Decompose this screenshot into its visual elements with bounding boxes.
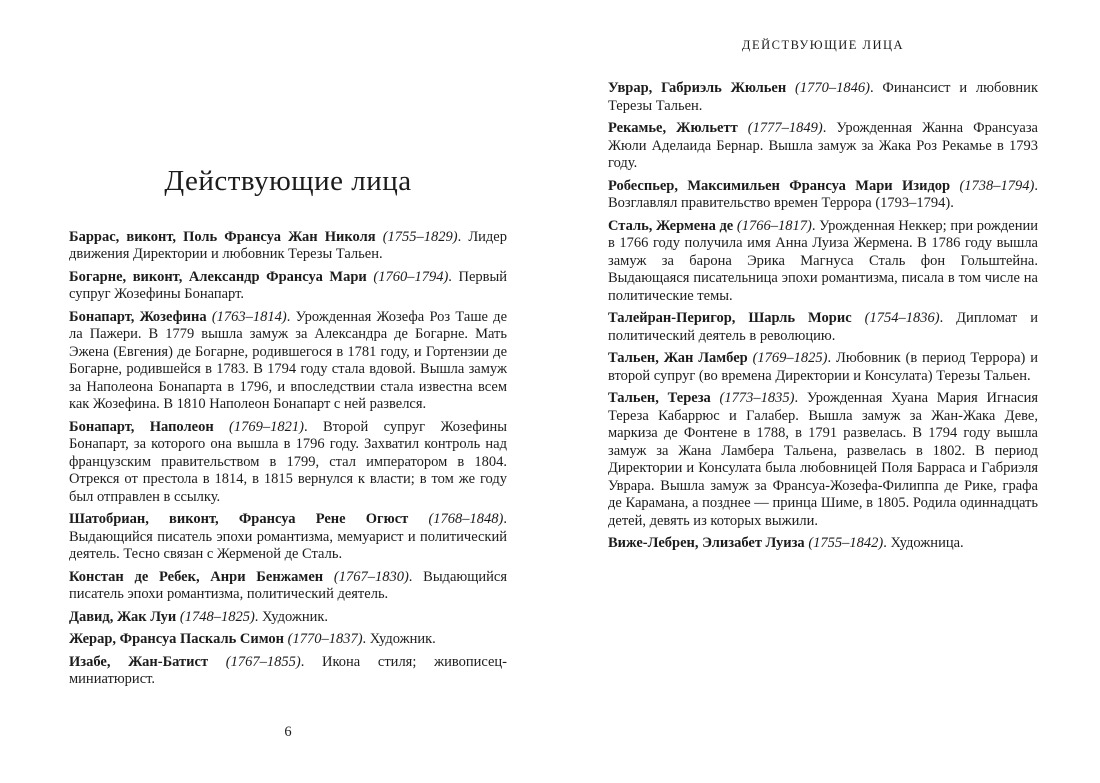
entry-name: Талейран-Перигор, Шарль Морис — [608, 310, 852, 326]
entry-name: Тальен, Жан Ламбер — [608, 350, 748, 366]
entry-barras — [69, 229, 507, 264]
entry-desc: . Урожденная Жозефа Роз Таше де ла Пажери. В 1779 вышла замуж за Александра де Богарне. Мать Эжена (Евгения) де Богарне, родившегося в 1781 году, и Гортензии де Богарне, родившейся в 1783. В 1794 году стала вдовой. Вышла замуж за Наполеона Бонапарта в 1796, и впоследствии стала известна всем как Жозефина. В 1810 Наполеон Бонапарт с ней развелся. — [69, 308, 507, 413]
entry-years: (1766–1817) — [736, 217, 812, 234]
entry-desc: . Выдающийся писатель эпохи романтизма, политический деятель. — [69, 568, 507, 603]
entry-desc: . Урожденная Жанна Франсуаза Жюли Аделаида Бернар. Вышла замуж за Жака Роз Рекамье в 1793 году. — [608, 120, 1038, 171]
entry-vigee-lebrun — [608, 535, 1038, 553]
entry-years: (1770–1846) — [795, 80, 870, 96]
entry-years: (1768–1848) — [428, 511, 504, 528]
entry-years: (1760–1794) — [373, 268, 449, 285]
entry-years: (1767–1830) — [333, 568, 409, 585]
page-left — [69, 0, 507, 694]
entry-recamier — [608, 120, 1038, 173]
entry-david — [69, 609, 507, 627]
entry-years: (1748–1825) — [179, 608, 255, 625]
page-number: 6 — [284, 724, 292, 740]
running-head: ДЕЙСТВУЮЩИЕ ЛИЦА — [741, 38, 905, 52]
entry-ouvrard — [608, 80, 1038, 115]
entry-name: Виже-Лебрен, Элизабет Луиза — [608, 535, 805, 551]
entry-name: Бонапарт, Наполеон — [69, 418, 214, 435]
entry-desc: . Художник. — [254, 608, 329, 625]
entry-desc: . Возглавлял правительство времен Террора (1793–1794). — [608, 177, 1039, 211]
entry-desc: . Художник. — [362, 631, 436, 648]
entry-years: (1755–1829) — [382, 228, 458, 245]
entry-gerard — [69, 631, 507, 649]
entry-years: (1769–1825) — [752, 350, 828, 366]
entry-name: Шатобриан, виконт, Франсуа Рене Огюст — [69, 511, 409, 528]
entry-talleyrand — [608, 310, 1038, 345]
entry-years: (1754–1836) — [864, 310, 940, 326]
entry-years: (1738–1794) — [959, 177, 1035, 194]
entry-tallien-jean-lambert — [608, 350, 1038, 385]
entry-desc: . Выдающийся писатель эпохи романтизма, мемуарист и политический деятель. Тесно связан с Жерменой де Сталь. — [69, 511, 508, 563]
entry-years: (1767–1855) — [225, 653, 301, 670]
entry-years: (1769–1821) — [229, 418, 304, 435]
entry-years: (1773–1835) — [719, 390, 795, 406]
page-title: Действующие лица — [164, 165, 412, 197]
entry-name: Тальен, Тереза — [608, 390, 711, 406]
entry-name: Уврар, Габриэль Жюльен — [608, 80, 787, 96]
entry-desc: . Урожденная Хуана Мария Игнасия Тереза Кабаррюс и Галабер. Вышла замуж за Жан-Жака Деве, маркиза де Фонтене в 1788, в 1791 развелась. В 1794 году вышла замуж за Жана Ламбера Тальена, развелась в 1802. В период Директории и Консулата была любовницей Поля Барраса и Габриэля Уврара. Вышла замуж за Франсуа-Жозефа-Филиппа де Рике, графа де Карамана, а позднее — принца Шиме, в 1805. Родила одиннадцать детей, девять из которых выжили. — [608, 390, 1038, 529]
entry-chateaubriand — [69, 511, 507, 564]
entry-name: Жерар, Франсуа Паскаль Симон — [69, 631, 284, 648]
entry-bonaparte-josephine — [69, 309, 507, 414]
entry-desc: . Икона стиля; живописец-миниатюрист. — [69, 653, 507, 688]
entry-years: (1777–1849) — [747, 120, 823, 136]
entry-isabey — [69, 654, 507, 689]
entry-years: (1763–1814) — [211, 308, 287, 325]
entry-name: Сталь, Жермена де — [608, 217, 734, 234]
entry-desc: . Дипломат и политический деятель в революцию. — [608, 310, 1039, 344]
entry-desc: . Художница. — [883, 535, 964, 551]
entry-years: (1755–1842) — [808, 535, 884, 551]
entry-name: Баррас, виконт, Поль Франсуа Жан Николя — [69, 228, 376, 245]
entry-tallien-theresa — [608, 390, 1038, 530]
entry-stael — [608, 218, 1038, 306]
page-right — [608, 0, 1038, 558]
entry-desc: . Лидер движения Директории и любовник Терезы Тальен. — [69, 228, 507, 263]
entry-name: Рекамье, Жюльетт — [608, 120, 738, 136]
entry-name: Давид, Жак Луи — [69, 608, 177, 625]
entry-desc: . Финансист и любовник Терезы Тальен. — [608, 80, 1038, 114]
entry-name: Бонапарт, Жозефина — [69, 308, 207, 325]
entry-beauharnais-alexandre — [69, 269, 507, 304]
entry-name: Изабе, Жан-Батист — [69, 653, 209, 670]
entry-name: Богарне, виконт, Александр Франсуа Мари — [69, 268, 367, 285]
entry-desc: . Любовник (в период Террора) и второй супруг (во времена Директории и Консулата) Терезы Тальен. — [608, 350, 1039, 384]
entry-desc: . Первый супруг Жозефины Бонапарт. — [69, 268, 508, 303]
entry-name: Констан де Ребек, Анри Бенжамен — [69, 568, 324, 585]
entry-constant — [69, 569, 507, 604]
entry-robespierre — [608, 178, 1038, 213]
entry-desc: . Урожденная Неккер; при рождении в 1766 году получила имя Анна Луиза Жермена. В 1786 году вышла замуж за барона Эрика Магнуса Сталь фон Гольштейна. Выдающаяся писательница эпохи романтизма, писала в том числе на политические темы. — [608, 217, 1038, 304]
entry-desc: . Второй супруг Жозефины Бонапарт, за которого она вышла в 1796 году. Захватил контроль над французским правительством в 1799, стал императором в 1804. Отрекся от престола в 1814, в 1815 вернулся к власти; в том же году был отправлен в ссылку. — [69, 418, 507, 505]
entry-years: (1770–1837) — [287, 631, 363, 648]
entry-name: Робеспьер, Максимильен Франсуа Мари Изидор — [608, 177, 951, 194]
entry-bonaparte-napoleon — [69, 419, 507, 507]
